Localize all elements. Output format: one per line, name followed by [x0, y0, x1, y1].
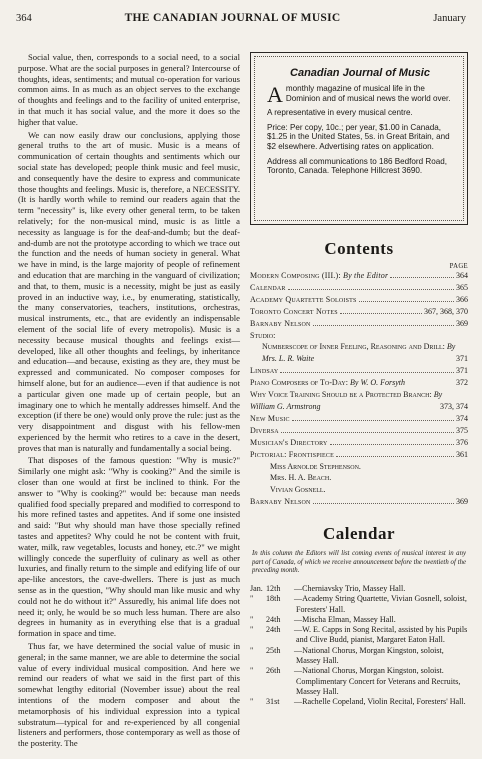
calendar-event: " 24th —Mischa Elman, Massey Hall. — [250, 614, 396, 624]
ad-address: Address all communications to 186 Bedford Road, Toronto, Canada. Telephone Hillcrest 3690. — [267, 156, 447, 176]
sidebar-column — [250, 52, 468, 707]
journal-title: THE CANADIAN JOURNAL OF MUSIC — [124, 12, 341, 24]
toc-entry: Barnaby Nelson 369 — [250, 318, 468, 328]
toc-entry: Academy Quartette Soloists 366 — [250, 294, 468, 304]
ad-description: A monthly magazine of musical life in the Dominion and of musical news the world over. — [267, 82, 451, 107]
page-header — [16, 12, 466, 36]
calendar-event: " 24th —W. E. Capps in Song Recital, assisted by his Pupils and Clive Budd, pianist, Margaret Eaton Hall. — [250, 625, 468, 645]
calendar-event: Jan. 12th —Cherniavsky Trio, Massey Hall. — [250, 583, 406, 593]
article-column — [18, 52, 240, 751]
article-paragraph: Social value, then, corresponds to a social need, to a social purpose. What are the social purposes in general? Intercourse of thoughts, ideas, sentiments; and mutual co-operation for various common aims. In as much as an object serves to the exchange of thoughts and feelings and to the facility of united enterprise, in that much it has social value, and the more it does so the higher that value. — [18, 52, 240, 127]
calendar-event: " 31st —Rachelle Copeland, Violin Recital, Foresters' Hall. — [250, 697, 466, 707]
ad-title: Canadian Journal of Music — [290, 67, 430, 79]
calendar-intro: In this column the Editors will list coming events of musical interest in any part of Canada, of which we receive announcement before the twentieth of the preceding month. — [252, 550, 466, 575]
ad-representative: A representative in every musical centre. — [267, 108, 413, 118]
toc-entry: Musician's Directory 376 — [250, 437, 468, 447]
toc-entry: Vivian Gosnell. — [270, 485, 326, 495]
toc-entry: New Music 374 — [250, 413, 468, 423]
page-column-label: PAGE — [449, 263, 468, 270]
toc-entry: Studio: — [250, 330, 276, 340]
ad-dropcap: A — [267, 82, 283, 107]
article-paragraph: That disposes of the famous question: "Why is music?" Similarly one might ask: "Why is cooking?" And the simile is closer than one would at first be inclined to think. For the answer to "Why is cooking?" would be: because man needs qualified food specially prepared and modified to correspond to his more refined tastes and appetites. And if some one insisted and said: "But why should man have those specially refined tastes and appetites? Why could he not be content with fruit, water, milk, raw vegetables, locusts and honey, etc.?" we might willingly concede the superfluity of culinary as well as other luxuries, and finally return to the simple and edifying life of our ape-like ancestors, the cave-dwellers. There is just as much sense as in the question, "Why should man like music and why could not he do without it?" Assuredly, his animal life does not need it; only, he would be so much less human. There are also degrees in humanity as in everything else that is a gradual formation in space and time. — [18, 455, 240, 639]
subscription-advertisement — [250, 52, 468, 225]
page-number: 364 — [16, 13, 32, 24]
toc-entry: Lindsay 371 — [250, 366, 468, 376]
toc-entry: Barnaby Nelson 369 — [250, 497, 468, 507]
calendar-heading: Calendar — [323, 524, 395, 544]
toc-entry: Mrs. H. A. Beach. — [270, 473, 332, 483]
calendar-event: " 26th —National Chorus, Morgan Kingston, soloist. Complimentary Concert for Veterans and Recruits, Massey Hall. — [250, 666, 461, 696]
toc-entry: Pictorial: Frontispiece 361 — [250, 449, 468, 459]
issue-month: January — [433, 13, 466, 24]
ad-price: Price: Per copy, 10c.; per year, $1.00 in Canada, $1.25 in the United States, 5s. in Great Britain, and $2 elsewhere. Advertising rates on application. — [267, 122, 450, 151]
calendar-event: " 25th —National Chorus, Morgan Kingston, soloist, Massey Hall. — [250, 645, 444, 665]
toc-entry: Why Voice Training Should be a Protected Branch: By William G. Armstrong 373, 374 — [250, 390, 468, 411]
article-paragraph: We can now easily draw our conclusions, applying those general truths to the art of music. Music is a means of communication of certain thoughts and sentiments which our social state has developed; people think music and feel music, and consequently have the desire to express and communicate those thoughts and feelings. Music is, therefore, a NECESSITY. (It is hardly worth while to remind our readers again that the term "necessity" is, like every other general term, to be taken relatively; for the non-musical mind, music is as little a necessity as language is for the deaf-and-dumb; but the deaf-and-dumb are not the prototype according to which we trace out the function and the needs of human society in general. What we have in mind, is the large majority of people of refinement and education that are marching in the vanguard of civilization; and that, to them, music is a necessity, might be just as easily proved in an inductive way, i.e., by enumerating, statistically, the many conservatories, teachers, institutions, orchestras, musical instruments, etc., that are evidently an indispensable element of the social life of every metropolis). Music is a necessity because musical thoughts and feelings exist—developed, like all other thoughts and feelings, by inheritance and education—and because, existing as they are, they must be expressed and communicated. No composer composes for himself alone, but for an audience—even if that audience is not a particular given one made up of certain people, but an imaginary one to which he mentally addresses himself. And the exception (if there be one) would only prove the rule: just as the very disappointment and disgust with his fellow-men experienced by the hermit who retires to a cave in the desert, proves that man is naturally and fundamentally a social being. — [18, 129, 240, 453]
contents-heading: Contents — [324, 239, 394, 258]
toc-entry: Piano Composers of To-Day: By W. O. Forsyth 372 — [250, 378, 468, 388]
toc-entry: Miss Arnolde Stephenson. — [270, 461, 361, 471]
toc-entry: Diversa 375 — [250, 425, 468, 435]
toc-entry: Modern Composing (III.): By the Editor 364 — [250, 271, 468, 280]
toc-entry: Calendar 365 — [250, 282, 468, 292]
toc-entry: Toronto Concert Notes 367, 368, 370 — [250, 306, 468, 316]
toc-entry: Numberscope of Inner Feeling, Reasoning and Drill: By Mrs. L. R. Waite 371 — [262, 342, 468, 364]
calendar-event: " 18th —Academy String Quartette, Vivian Gosnell, soloist, Foresters' Hall. — [250, 594, 467, 614]
article-paragraph: Thus far, we have determined the social value of music in general; in the same manner, we are able to determine the social value of every individual musical composition. And here we remind our readers of what we said in the first part of this somewhat lengthy editorial (November issue) about the real intentions of the modern composer and about the metamorphosis of his individual expression into a typical substratum—typical for and re-experienced by all congenial listeners and performers, those contemporary as well as those of the posterity. The — [18, 641, 240, 749]
